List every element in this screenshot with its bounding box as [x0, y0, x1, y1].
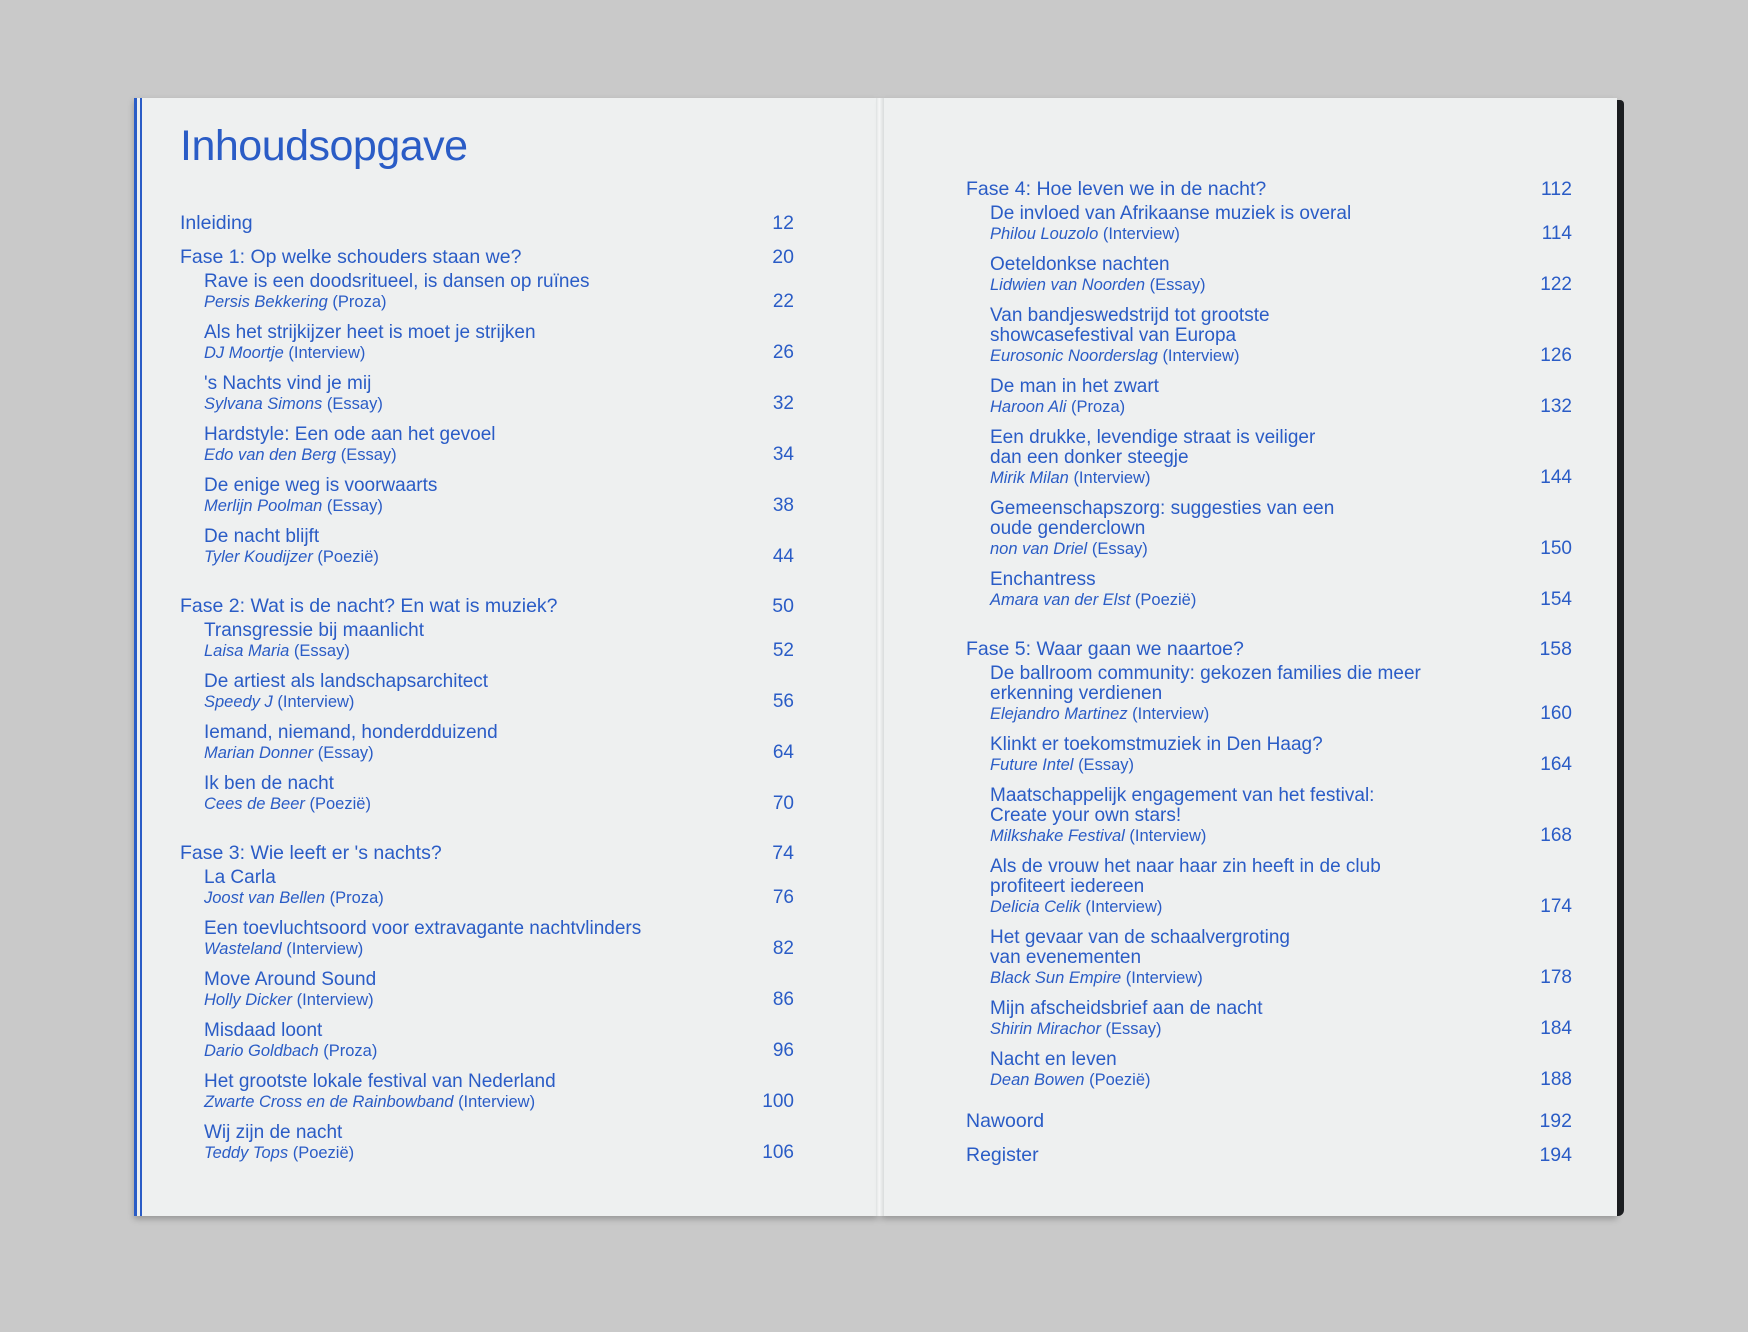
page-number: 32 [772, 393, 794, 414]
left-page [134, 98, 878, 1216]
entry-byline [990, 704, 1572, 724]
entry-title: Het gevaar van de schaalvergroting van evenementen [990, 927, 1290, 968]
entry-title: Als de vrouw het naar haar zin heeft in de club profiteert iedereen [990, 856, 1381, 897]
page-number: 70 [772, 793, 794, 814]
entry-genre: (Interview) [1085, 898, 1163, 916]
entry-title: Van bandjeswedstrijd tot grootste showcasefestival van Europa [990, 305, 1270, 346]
toc-section [180, 591, 794, 621]
entry-genre: (Interview) [1129, 827, 1207, 845]
entry-genre: (Essay) [293, 642, 350, 660]
entry-genre: (Interview) [1102, 225, 1180, 243]
entry-title: Misdaad loont [204, 1020, 323, 1041]
entry-byline [990, 539, 1572, 559]
entry-genre: (Interview) [1073, 469, 1151, 487]
entry-byline [990, 397, 1572, 417]
entry-author: Dean Bowen [990, 1071, 1085, 1089]
entry-title: Rave is een doodsritueel, is dansen op ruïnes [204, 271, 590, 292]
right-page [881, 98, 1617, 1216]
entry-title: La Carla [204, 867, 276, 888]
toc-entry [180, 621, 794, 661]
book-gutter [876, 98, 884, 1216]
spine-line [140, 98, 142, 1216]
entry-genre: (Poezië) [317, 548, 379, 566]
entry-byline [204, 1041, 794, 1061]
page-number: 126 [1540, 345, 1572, 366]
entry-title: Transgressie bij maanlicht [204, 620, 424, 641]
page-number: 26 [772, 342, 794, 363]
toc-entry [966, 786, 1572, 846]
entry-title: De artiest als landschapsarchitect [204, 671, 489, 692]
entry-title: Oeteldonkse nachten [990, 254, 1170, 275]
spacer [180, 567, 794, 591]
page-number: 76 [772, 887, 794, 908]
entry-author: Lidwien van Noorden [990, 276, 1146, 294]
page-number: 38 [772, 495, 794, 516]
page-number: 178 [1540, 967, 1572, 988]
toc-entry [966, 255, 1572, 295]
toc-entry [966, 928, 1572, 988]
entry-byline [204, 743, 794, 763]
entry-genre: (Proza) [1071, 398, 1126, 416]
toc-entry [180, 272, 794, 312]
entry-genre: (Proza) [329, 889, 384, 907]
entry-title: De enige weg is voorwaarts [204, 475, 438, 496]
page-number: 96 [772, 1040, 794, 1061]
entry-title: Move Around Sound [204, 969, 377, 990]
entry-genre: (Interview) [458, 1093, 536, 1111]
page-number: 50 [772, 595, 794, 617]
entry-author: Philou Louzolo [990, 225, 1099, 243]
entry-genre: (Interview) [277, 693, 355, 711]
entry-byline [990, 468, 1572, 488]
page-number: 106 [762, 1142, 794, 1163]
entry-byline [204, 794, 794, 814]
section-title: Fase 4: Hoe leven we in de nacht? [966, 178, 1267, 200]
entry-byline [204, 1092, 794, 1112]
page-number: 150 [1540, 538, 1572, 559]
toc-entry [180, 323, 794, 363]
entry-genre: (Interview) [288, 344, 366, 362]
toc-entry [180, 527, 794, 567]
entry-genre: (Interview) [1132, 705, 1210, 723]
entry-genre: (Poezië) [292, 1144, 355, 1162]
toc-entry [966, 204, 1572, 244]
entry-byline [204, 939, 794, 959]
entry-title: Iemand, niemand, honderdduizend [204, 722, 498, 743]
toc-entry [180, 970, 794, 1010]
entry-author: Joost van Bellen [204, 889, 326, 907]
toc-section [966, 1140, 1572, 1170]
page-number: 174 [1540, 896, 1572, 917]
entry-title: Het grootste lokale festival van Nederland [204, 1071, 556, 1092]
spacer [180, 814, 794, 838]
entry-genre: (Interview) [1162, 347, 1240, 365]
entry-author: Marian Donner [204, 744, 314, 762]
toc-entry [966, 499, 1572, 559]
entry-genre: (Essay) [1078, 756, 1134, 774]
page-number: 52 [772, 640, 794, 661]
entry-genre: (Interview) [286, 940, 364, 958]
section-title: Inleiding [180, 212, 253, 234]
entry-author: Tyler Koudijzer [204, 548, 313, 566]
spine-line [134, 98, 137, 1216]
toc-section [180, 208, 794, 238]
entry-byline [204, 496, 794, 516]
entry-title: De nacht blijft [204, 526, 320, 547]
entry-byline [990, 755, 1572, 775]
toc-section [966, 634, 1572, 664]
entry-author: Amara van der Elst [990, 591, 1131, 609]
entry-title: Enchantress [990, 569, 1096, 590]
entry-author: Sylvana Simons [204, 395, 323, 413]
entry-author: Haroon Ali [990, 398, 1067, 416]
entry-byline [204, 641, 794, 661]
entry-author: Elejandro Martinez [990, 705, 1128, 723]
entry-genre: (Essay) [317, 744, 374, 762]
entry-byline [990, 346, 1572, 366]
entry-title: De ballroom community: gekozen families die meer erkenning verdienen [990, 663, 1421, 704]
entry-author: non van Driel [990, 540, 1088, 558]
page-number: 164 [1540, 754, 1572, 775]
entry-byline [204, 394, 794, 414]
entry-genre: (Poezië) [1134, 591, 1197, 609]
page-number: 114 [1541, 223, 1572, 244]
entry-title: Nacht en leven [990, 1049, 1117, 1070]
toc-entry [180, 374, 794, 414]
page-number: 154 [1540, 589, 1572, 610]
entry-author: Cees de Beer [204, 795, 305, 813]
entry-genre: (Essay) [340, 446, 397, 464]
page-number: 194 [1539, 1144, 1572, 1166]
toc-entry [966, 999, 1572, 1039]
section-title: Fase 2: Wat is de nacht? En wat is muziek? [180, 595, 558, 617]
page-number: 144 [1540, 467, 1572, 488]
page-number: 158 [1539, 638, 1572, 660]
entry-title: Een drukke, levendige straat is veiliger dan een donker steegje [990, 427, 1316, 468]
entry-title: Maatschappelijk engagement van het festival: Create your own stars! [990, 785, 1375, 826]
entry-byline [204, 547, 794, 567]
toc-entry [966, 664, 1572, 724]
entry-byline [204, 343, 794, 363]
page-number: 82 [772, 938, 794, 959]
toc-entry [180, 425, 794, 465]
entry-author: Shirin Mirachor [990, 1020, 1101, 1038]
entry-byline [204, 1143, 794, 1163]
page-number: 184 [1540, 1018, 1572, 1039]
entry-author: Wasteland [204, 940, 282, 958]
toc-section [966, 1106, 1572, 1136]
entry-genre: (Proza) [323, 1042, 378, 1060]
spacer [966, 1090, 1572, 1106]
entry-title: Een toevluchtsoord voor extravagante nachtvlinders [204, 918, 642, 939]
toc-entry [180, 672, 794, 712]
page-number: 64 [772, 742, 794, 763]
entry-author: Holly Dicker [204, 991, 293, 1009]
page-number: 188 [1540, 1069, 1572, 1090]
entry-byline [204, 888, 794, 908]
entry-byline [990, 897, 1572, 917]
section-title: Register [966, 1144, 1039, 1166]
entry-byline [204, 292, 794, 312]
entry-title: Wij zijn de nacht [204, 1122, 343, 1143]
entry-title: De invloed van Afrikaanse muziek is overal [990, 203, 1352, 224]
page-number: 86 [772, 989, 794, 1010]
toc-entry [966, 1050, 1572, 1090]
entry-genre: (Poezië) [309, 795, 371, 813]
section-title: Nawoord [966, 1110, 1045, 1132]
entry-title: De man in het zwart [990, 376, 1159, 397]
page-number: 74 [772, 842, 794, 864]
entry-byline [204, 692, 794, 712]
toc-entry [966, 570, 1572, 610]
entry-author: Persis Bekkering [204, 293, 328, 311]
entry-title: Als het strijkijzer heet is moet je strijken [204, 322, 536, 343]
entry-author: Merlijn Poolman [204, 497, 323, 515]
page-number: 192 [1539, 1110, 1572, 1132]
toc-left-column [180, 208, 794, 1163]
page-number: 44 [772, 546, 794, 567]
toc-entry [966, 306, 1572, 366]
entry-author: Future Intel [990, 756, 1074, 774]
toc-entry [966, 857, 1572, 917]
entry-author: Laisa Maria [204, 642, 290, 660]
page-number: 56 [772, 691, 794, 712]
page-number: 100 [762, 1091, 794, 1112]
page-number: 34 [772, 444, 794, 465]
toc-entry [180, 476, 794, 516]
toc-entry [966, 735, 1572, 775]
toc-section [966, 174, 1572, 204]
entry-genre: (Proza) [332, 293, 387, 311]
entry-byline [990, 968, 1572, 988]
page-number: 160 [1540, 703, 1572, 724]
entry-author: Edo van den Berg [204, 446, 337, 464]
entry-title: Klinkt er toekomstmuziek in Den Haag? [990, 734, 1323, 755]
entry-byline [204, 445, 794, 465]
spacer [966, 610, 1572, 634]
entry-byline [204, 990, 794, 1010]
entry-title: Hardstyle: Een ode aan het gevoel [204, 424, 496, 445]
open-book [134, 98, 1632, 1218]
toc-entry [966, 377, 1572, 417]
entry-genre: (Essay) [326, 395, 383, 413]
entry-author: Delicia Celik [990, 898, 1081, 916]
section-title: Fase 5: Waar gaan we naartoe? [966, 638, 1244, 660]
entry-author: Milkshake Festival [990, 827, 1125, 845]
page-number: 168 [1540, 825, 1572, 846]
page-number: 22 [772, 291, 794, 312]
toc-entry [180, 723, 794, 763]
section-title: Fase 1: Op welke schouders staan we? [180, 246, 522, 268]
toc-entry [180, 868, 794, 908]
entry-author: Zwarte Cross en de Rainbowband [204, 1093, 454, 1111]
toc-entry [180, 919, 794, 959]
entry-author: DJ Moortje [204, 344, 284, 362]
entry-title: Ik ben de nacht [204, 773, 334, 794]
entry-genre: (Essay) [1105, 1020, 1162, 1038]
page-number: 112 [1540, 178, 1572, 200]
entry-title: Gemeenschapszorg: suggesties van een oude genderclown [990, 498, 1335, 539]
page-number: 12 [772, 212, 794, 234]
entry-author: Teddy Tops [204, 1144, 289, 1162]
entry-title: Mijn afscheidsbrief aan de nacht [990, 998, 1263, 1019]
entry-genre: (Interview) [296, 991, 374, 1009]
entry-genre: (Essay) [326, 497, 383, 515]
section-title: Fase 3: Wie leeft er 's nachts? [180, 842, 442, 864]
entry-author: Black Sun Empire [990, 969, 1122, 987]
entry-author: Dario Goldbach [204, 1042, 319, 1060]
page-title: Inhoudsopgave [180, 122, 468, 170]
page-number: 122 [1540, 274, 1572, 295]
page-number: 20 [772, 246, 794, 268]
entry-byline [990, 1019, 1572, 1039]
toc-entry [180, 774, 794, 814]
toc-right-column [966, 174, 1572, 1170]
page-number: 132 [1540, 396, 1572, 417]
entry-genre: (Essay) [1091, 540, 1148, 558]
entry-byline [990, 275, 1572, 295]
entry-author: Speedy J [204, 693, 273, 711]
entry-title: 's Nachts vind je mij [204, 373, 372, 394]
entry-byline [990, 590, 1572, 610]
toc-entry [966, 428, 1572, 488]
entry-byline [990, 826, 1572, 846]
entry-byline [990, 1070, 1572, 1090]
entry-author: Mirik Milan [990, 469, 1069, 487]
entry-byline [990, 224, 1572, 244]
toc-entry [180, 1021, 794, 1061]
entry-genre: (Poezië) [1089, 1071, 1151, 1089]
toc-entry [180, 1123, 794, 1163]
entry-genre: (Essay) [1149, 276, 1206, 294]
toc-section [180, 242, 794, 272]
entry-genre: (Interview) [1125, 969, 1203, 987]
toc-entry [180, 1072, 794, 1112]
toc-section [180, 838, 794, 868]
entry-author: Eurosonic Noorderslag [990, 347, 1158, 365]
